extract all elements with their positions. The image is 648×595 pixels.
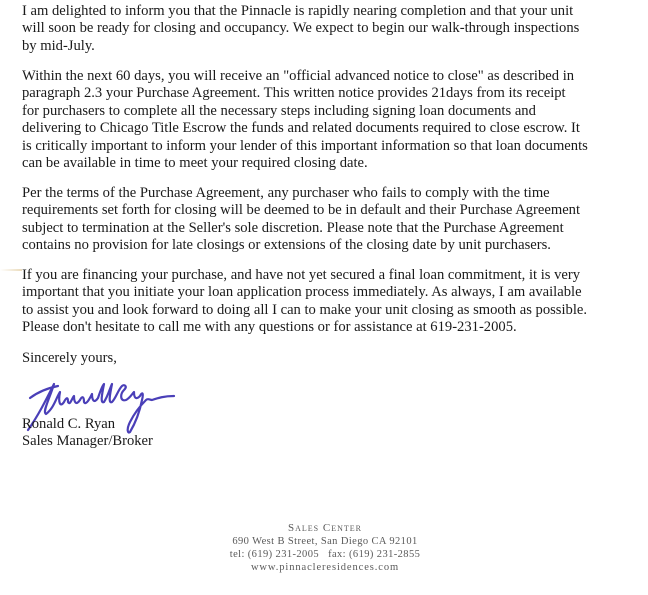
text-line: subject to termination at the Seller's sole discretion. Please note that the Purchase Agreement	[22, 219, 564, 236]
closing-salutation: Sincerely yours,	[22, 350, 117, 366]
paragraph-notice-to-close	[22, 68, 622, 172]
signer-title: Sales Manager/Broker	[22, 433, 153, 449]
text-line: contains no provision for late closings or extensions of the closing date by unit purchasers.	[22, 237, 551, 254]
paragraph-completion-notice	[22, 3, 622, 55]
decorative-rule	[0, 269, 22, 271]
signature-stroke	[30, 386, 58, 398]
text-line: is critically important to inform your lender of this important information so that loan documents	[22, 137, 588, 154]
text-line: Per the terms of the Purchase Agreement, any purchaser who fails to comply with the time	[22, 185, 550, 201]
text-line: important that you initiate your loan application process immediately. As always, I am available	[22, 284, 582, 301]
footer-website-link[interactable]: www.pinnacleresidences.com	[250, 562, 400, 573]
footer-heading: Sales Center	[288, 522, 362, 534]
text-line: to assist you and look forward to doing all I can to make your unit closing as smooth as possible.	[22, 301, 588, 318]
letterhead-footer	[200, 522, 450, 574]
text-line: can be available in time to meet your required closing date.	[22, 155, 368, 172]
text-line: Within the next 60 days, you will receive an "official advanced notice to close" as described in	[22, 68, 575, 84]
text-line: I am delighted to inform you that the Pinnacle is rapidly nearing completion and that your unit	[22, 3, 574, 19]
signer-name: Ronald C. Ryan	[22, 416, 116, 432]
text-line: for purchasers to complete all the necessary steps including signing loan documents and	[22, 102, 536, 119]
text-line: will soon be ready for closing and occupancy. We expect to begin our walk-through inspections	[22, 20, 580, 37]
text-line: requirements set forth for closing will be deemed to be in default and their Purchase Agreement	[22, 202, 581, 219]
text-line: by mid-July.	[22, 37, 95, 54]
text-line: delivering to Chicago Title Escrow the funds and related documents required to close escrow. It	[22, 120, 580, 137]
paragraph-financing-advice	[22, 267, 622, 337]
text-line: Please don't hesitate to call me with any questions or for assistance at 619-231-2005.	[22, 319, 517, 336]
text-line: If you are financing your purchase, and have not yet secured a final loan commitment, it is very	[22, 267, 581, 283]
paragraph-default-terms	[22, 185, 622, 255]
footer-phones: tel: (619) 231-2005 fax: (619) 231-2855	[229, 549, 421, 560]
text-line: paragraph 2.3 your Purchase Agreement. This written notice provides 21days from its receipt	[22, 85, 566, 102]
footer-address: 690 West B Street, San Diego CA 92101	[232, 536, 418, 547]
